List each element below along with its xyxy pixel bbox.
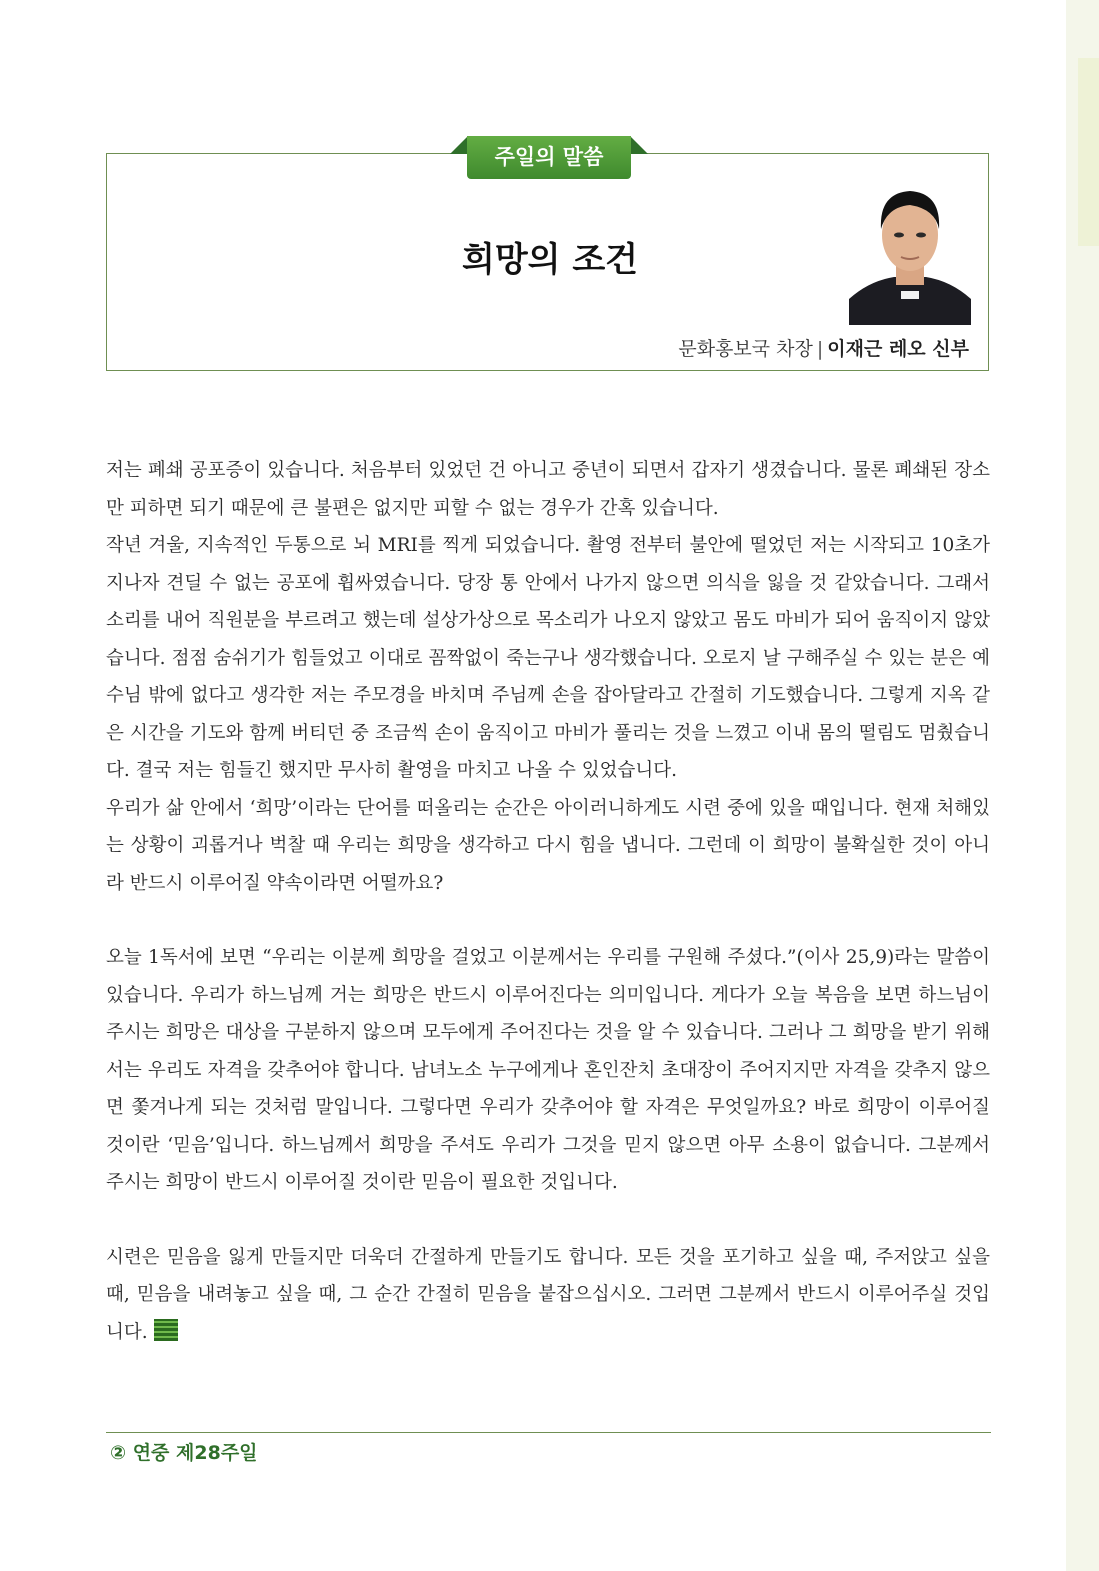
author-photo bbox=[849, 181, 971, 325]
article-title: 희망의 조건 bbox=[461, 240, 639, 280]
section-badge: 주일의 말씀 bbox=[467, 136, 631, 179]
article-body bbox=[106, 452, 990, 1351]
byline-name: 이재근 레오 신부 bbox=[827, 338, 969, 360]
byline-separator: | bbox=[816, 338, 824, 360]
byline bbox=[678, 334, 969, 361]
end-mark-icon bbox=[154, 1319, 178, 1341]
paragraph-text: 시련은 믿음을 잃게 만들지만 더욱더 간절하게 만들기도 합니다. 모든 것을 포기하고 싶을 때, 주저앉고 싶을 때, 믿음을 내려놓고 싶을 때, 그 순간 간절히 믿음을 붙잡으십시오. 그러면 그분께서 반드시 이루어주실 것입니다. bbox=[106, 1246, 990, 1343]
paragraph: 저는 폐쇄 공포증이 있습니다. 처음부터 있었던 건 아니고 중년이 되면서 갑자기 생겼습니다. 물론 폐쇄된 장소만 피하면 되기 때문에 큰 불편은 없지만 피할 수 없는 경우가 간혹 있습니다. bbox=[106, 460, 990, 519]
right-margin-tab bbox=[1078, 58, 1099, 246]
paragraph bbox=[106, 1239, 990, 1352]
badge-wing-left bbox=[450, 136, 468, 154]
paragraph: 작년 겨울, 지속적인 두통으로 뇌 MRI를 찍게 되었습니다. 촬영 전부터 불안에 떨었던 저는 시작되고 10초가 지나자 견딜 수 없는 공포에 휩싸였습니다. 당장 통 안에서 나가지 않으면 의식을 잃을 것 같았습니다. 그래서 소리를 내어 직원분을 부르려고 했는데 설상가상으로 목소리가 나오지 않았고 몸도 마비가 되어 움직이지 않았습니다. 점점 숨쉬기가 힘들었고 이대로 꼼짝없이 죽는구나 생각했습니다. 오로지 날 구해주실 수 있는 분은 예수님 밖에 없다고 생각한 저는 주모경을 바치며 주님께 손을 잡아달라고 간절히 기도했습니다. 그렇게 지옥 같은 시간을 기도와 함께 버티던 중 조금씩 손이 움직이고 마비가 풀리는 것을 느꼈고 이내 몸의 떨림도 멈췄습니다. 결국 저는 힘들긴 했지만 무사히 촬영을 마치고 나올 수 있었습니다. bbox=[106, 535, 990, 781]
paragraph: 우리가 삶 안에서 ‘희망’이라는 단어를 떠올리는 순간은 아이러니하게도 시련 중에 있을 때입니다. 현재 처해있는 상황이 괴롭거나 벅찰 때 우리는 희망을 생각하고 다시 힘을 냅니다. 그런데 이 희망이 불확실한 것이 아니라 반드시 이루어질 약속이라면 어떨까요? bbox=[106, 797, 990, 894]
author-portrait-icon bbox=[849, 181, 971, 325]
footer-rule bbox=[106, 1432, 991, 1433]
paragraph: 오늘 1독서에 보면 “우리는 이분께 희망을 걸었고 이분께서는 우리를 구원해 주셨다.”(이사 25,9)라는 말씀이 있습니다. 우리가 하느님께 거는 희망은 반드시 이루어진다는 의미입니다. 게다가 오늘 복음을 보면 하느님이 주시는 희망은 대상을 구분하지 않으며 모두에게 주어진다는 것을 알 수 있습니다. 그러나 그 희망을 받기 위해서는 우리도 자격을 갖추어야 합니다. 남녀노소 누구에게나 혼인잔치 초대장이 주어지지만 자격을 갖추지 않으면 쫓겨나게 되는 것처럼 말입니다. 그렇다면 우리가 갖추어야 할 자격은 무엇일까요? 바로 희망이 이루어질 것이란 ‘믿음’입니다. 하느님께서 희망을 주셔도 우리가 그것을 믿지 않으면 아무 소용이 없습니다. 그분께서 주시는 희망이 반드시 이루어질 것이란 믿음이 필요한 것입니다. bbox=[106, 947, 990, 1193]
badge-wing-right bbox=[630, 136, 648, 154]
footer-page-label: ② 연중 제28주일 bbox=[110, 1442, 258, 1464]
byline-role: 문화홍보국 차장 bbox=[678, 338, 813, 360]
